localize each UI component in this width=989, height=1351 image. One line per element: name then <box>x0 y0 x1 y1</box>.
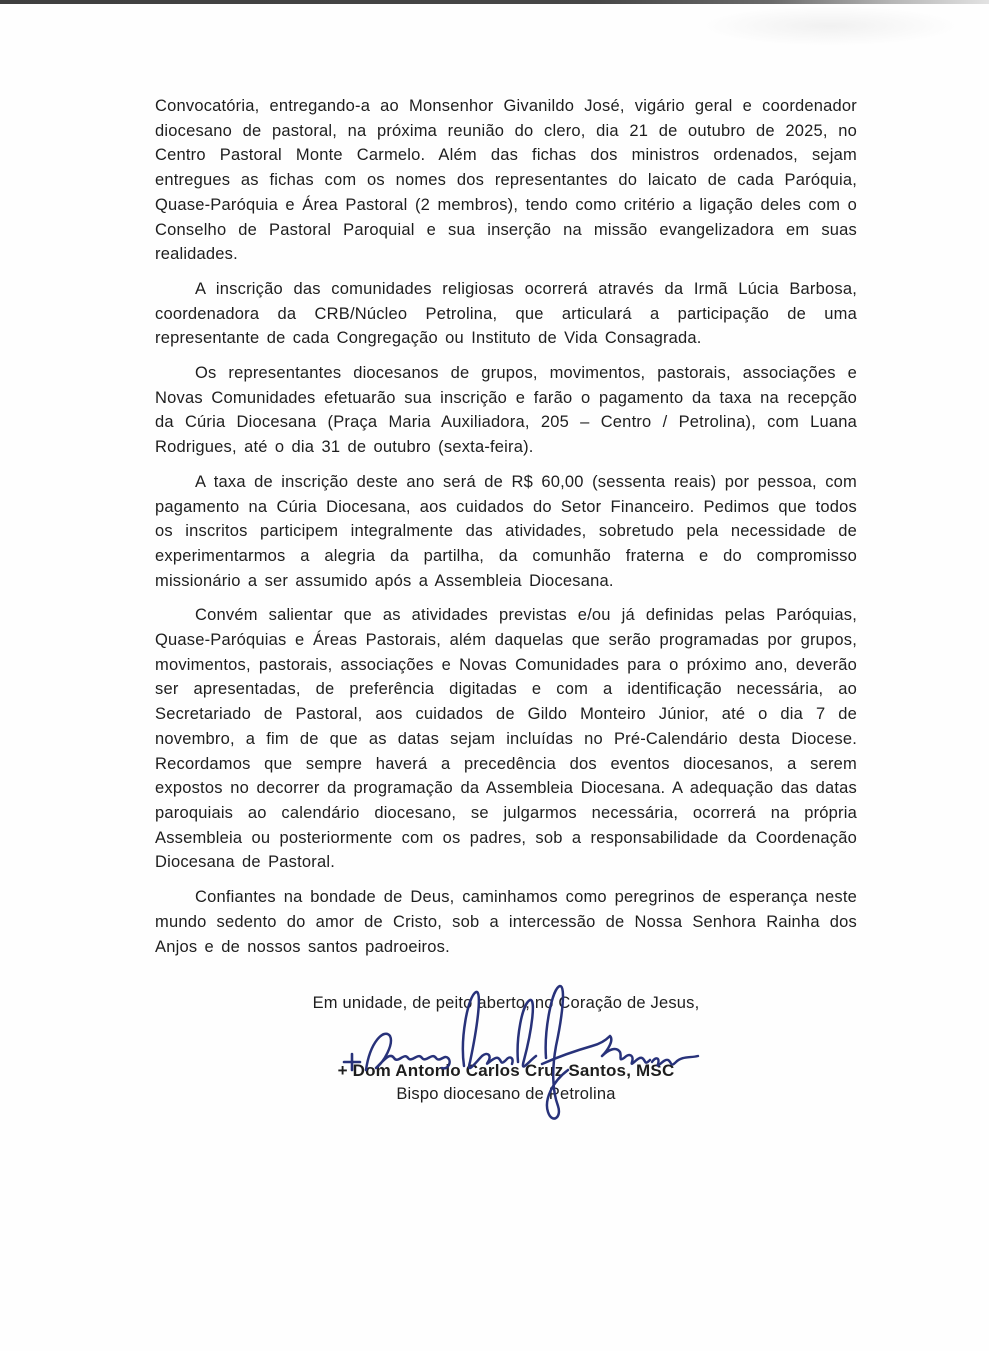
paragraph-inscricao-religiosas: A inscrição das comunidades religiosas ocorrerá através da Irmã Lúcia Barbosa, coordenadora da CRB/Núcleo Petrolina, que articulará a participação de uma representante de cada Congregação ou Instituto de Vida Consagrada. <box>155 279 857 348</box>
paragraph-confiantes: Confiantes na bondade de Deus, caminhamos como peregrinos de esperança neste mundo sedento do amor de Cristo, sob a intercessão de Nossa Senhora Rainha dos Anjos e de nossos santos padroeiros. <box>155 888 857 956</box>
paragraph-taxa-inscricao: A taxa de inscrição deste ano será de R$ 60,00 (sessenta reais) por pessoa, com pagamento na Cúria Diocesana, aos cuidados do Setor Financeiro. Pedimos que todos os inscritos participem integralmente das atividades, sobretudo pela necessidade de experimentarmos a alegria da partilha, da comunhão fraterna e do compromisso missionário a ser assumido após a Assembleia Diocesana. <box>155 472 857 590</box>
scan-edge-line <box>0 0 989 4</box>
paragraph-convocatoria: Convocatória, entregando-a ao Monsenhor Givanildo José, vigário geral e coordenador diocesano de pastoral, na próxima reunião do clero, dia 21 de outubro de 2025, no Centro Pastoral Monte Carmelo. Além das fichas dos ministros ordenados, sejam entregues as fichas com os nomes dos representantes do laicato de cada Paróquia, Quase-Paróquia e Área Pastoral (2 membros), tendo como critério a ligação deles com o Conselho de Pastoral Paroquial e sua inserção na missão evangelizadora em suas realidades. <box>155 97 857 264</box>
letter-body <box>155 94 857 969</box>
scan-smudge <box>700 6 960 46</box>
closing-line: Em unidade, de peito aberto, no Coração de Jesus, <box>312 994 700 1012</box>
handwritten-signature-icon <box>330 978 702 1128</box>
paragraph-representantes-diocesanos: Os representantes diocesanos de grupos, movimentos, pastorais, associações e Novas Comunidades efetuarão sua inscrição e farão o pagamento da taxa na recepção da Cúria Diocesana (Praça Maria Auxiliadora, 205 – Centro / Petrolina), com Luana Rodrigues, até o dia 31 de outubro (sexta-feira). <box>155 364 857 457</box>
paragraph-atividades-previstas: Convém salientar que as atividades previstas e/ou já definidas pelas Paróquias, Quase-Paróquias e Áreas Pastorais, além daquelas que serão programadas por grupos, movimentos, pastorais, associações e Novas Comunidades para o próximo ano, deverão ser apresentadas, de preferência digitadas e com a identificação necessária, ao Secretariado de Pastoral, aos cuidados de Gildo Monteiro Júnior, até o dia 7 de novembro, a fim de que as datas sejam incluídas no Pré-Calendário desta Diocese. Recordamos que sempre haverá a precedência dos eventos diocesanos, a serem expostos no decorrer da programação da Assembleia Diocesana. A adequação das datas paroquiais ao calendário diocesano, se julgarmos necessária, ocorrerá na própria Assembleia ou posteriormente com os padres, sob a responsabilidade da Coordenação Diocesana de Pastoral. <box>155 606 857 872</box>
signatory-name: + Dom Antonio Carlos Cruz Santos, MSC <box>337 1061 675 1080</box>
signatory-title: Bispo diocesano de Petrolina <box>396 1085 616 1103</box>
